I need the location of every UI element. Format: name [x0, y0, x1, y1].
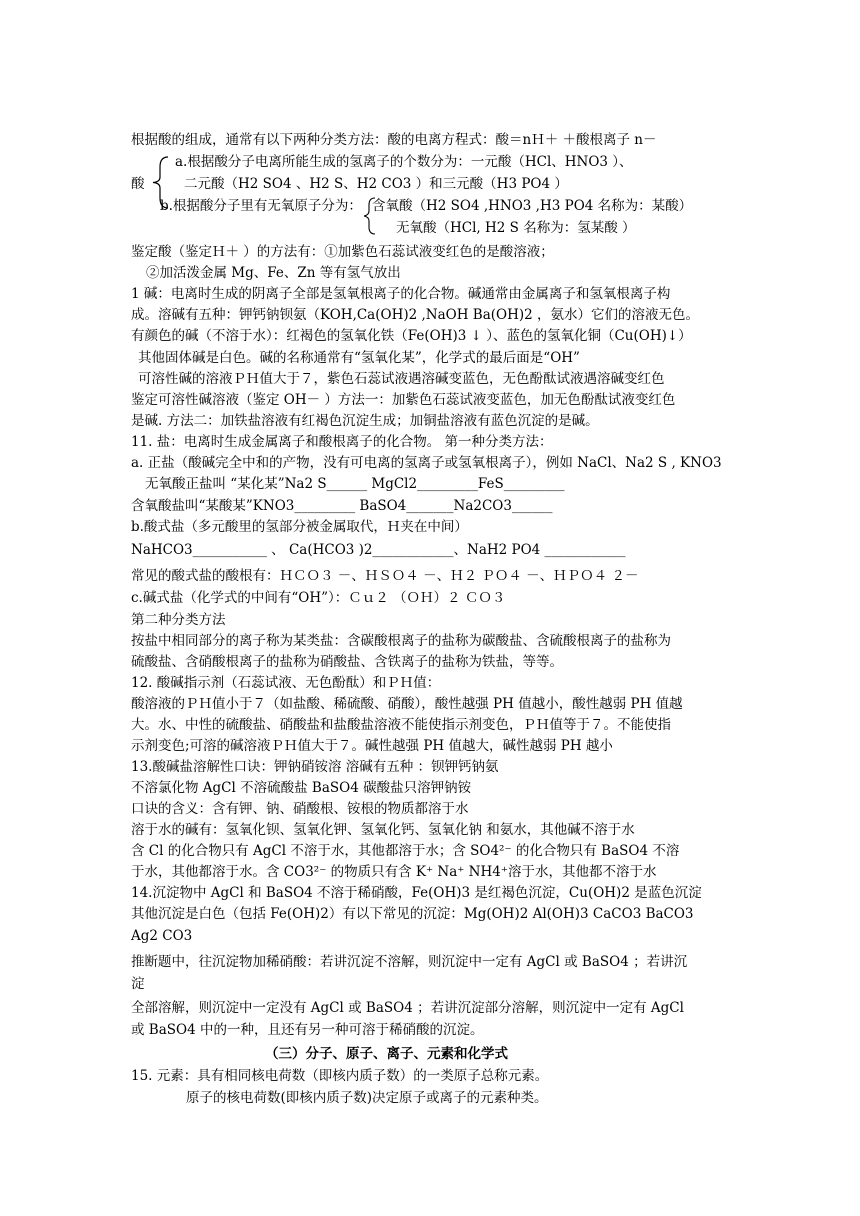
acid-class-a: a.根据酸分子电离所能生成的氢离子的个数分为：一元酸（HCl、HNO3 ）、 — [175, 154, 633, 170]
basic-salt: c.碱式盐（化学式的中间有“OH”）：Ｃｕ２ （ＯＨ）２ ＣＯ３ — [131, 590, 506, 606]
indicator-heading: 12. 酸碱指示剂（石蕊试液、无色酚酞）和ＰＨ值： — [131, 675, 441, 691]
element-determinant: 原子的核电荷数(即核内质子数)决定原子或离子的元素种类。 — [186, 1090, 548, 1106]
non-oxyacid-line: 无氧酸（HCl, H2 S 名称为：氢某酸 ） — [396, 220, 636, 236]
inference-4: 或 BaSO4 中的一种，且还有另一种可溶于稀硝酸的沉淀。 — [131, 1022, 484, 1038]
soluble-bases: 成。溶碱有五种：钾钙钠钡氨（KOH,Ca(OH)2 ,NaOH Ba(OH)2 ，氨水）它们的溶液无色。 — [131, 307, 699, 323]
solubility-rhyme: 13.酸碱盐溶解性口诀：钾钠硝铵溶 溶碱有五种 ：钡钾钙钠氨 — [131, 759, 499, 775]
acid-label: 酸 — [131, 176, 145, 192]
base-naming: 其他固体碱是白色。碱的名称通常有“氢氧化某”，化学式的最后面是“OH” — [138, 350, 580, 366]
base-definition: 1 碱：电离时生成的阴离子全部是氢氧根离子的化合物。碱通常由金属离子和氢氧根离子构 — [131, 286, 671, 302]
precipitate-colors: 14.沉淀物中 AgCl 和 BaSO4 不溶于稀硝酸，Fe(OH)3 是红褐色沉淀，Cu(OH)2 是蓝色沉淀 — [131, 885, 702, 901]
acid-salt-radicals: 常见的酸式盐的酸根有：ＨＣＯ３ －、ＨＳＯ４ －、Ｈ２ ＰＯ４ －、ＨＰＯ４ ２－ — [131, 568, 639, 584]
carbonate-rule: 于水，其他都溶于水。含 CO3²⁻ 的物质只有含 K⁺ Na⁺ NH4⁺溶于水，其他都不溶于水 — [131, 864, 657, 880]
rhyme-meaning: 口诀的含义：含有钾、钠、硝酸根、铵根的物质都溶于水 — [131, 801, 469, 817]
insoluble-rhyme: 不溶氯化物 AgCl 不溶硫酸盐 BaSO4 碳酸盐只溶钾钠铵 — [131, 780, 472, 796]
acid-salt-examples: NaHCO3___________ 、 Ca(HCO3 )2____________、NaH2 PO4 ____________ — [131, 542, 626, 558]
section-heading: （三）分子、原子、离子、元素和化学式 — [265, 1046, 508, 1062]
element-definition: 15. 元素：具有相同核电荷数（即核内质子数）的一类原子总称元素。 — [131, 1068, 549, 1084]
ph-neutral: 大。水、中性的硫酸盐、硝酸盐和盐酸盐溶液不能使指示剂变色，ＰＨ值等于７。不能使指 — [131, 717, 671, 733]
base-test-1: 鉴定可溶性碱溶液（鉴定 OH－ ）方法一：加紫色石蕊试液变蓝色，加无色酚酞试液变红色 — [131, 392, 676, 408]
inference-3: 全部溶解，则沉淀中一定没有 AgCl 或 BaSO4 ；若讲沉淀部分溶解，则沉淀中一定有 AgCl — [131, 1000, 684, 1016]
salt-types-2: 硫酸盐、含硝酸根离子的盐称为硝酸盐、含铁离子的盐称为铁盐，等等。 — [131, 654, 563, 670]
salt-definition: 11. 盐：电离时生成金属离子和酸根离子的化合物。 第一种分类方法： — [131, 434, 553, 450]
white-precipitates: 其他沉淀是白色（包括 Fe(OH)2）有以下常见的沉淀：Mg(OH)2 Al(OH)3 CaCO3 BaCO3 — [131, 906, 694, 922]
oxy-salt: 含氧酸盐叫“某酸某”KNO3_________ BaSO4_______Na2CO3______ — [131, 498, 553, 514]
ph-acid: 酸溶液的ＰＨ值小于７（如盐酸、稀硫酸、硝酸），酸性越强 PH 值越小，酸性越弱 PH 值越 — [131, 696, 683, 712]
oxyacid-line: 含氧酸（H2 SO4 ,HNO3 ,H3 PO4 名称为：某酸） — [372, 198, 693, 214]
acid-salt: b.酸式盐（多元酸里的氢部分被金属取代，Ｈ夹在中间） — [131, 519, 468, 535]
ph-base: 示剂变色;可溶的碱溶液ＰＨ值大于７。碱性越强 PH 值越大，碱性越弱 PH 越小 — [131, 738, 613, 754]
acid-test-1: 鉴定酸（鉴定Ｈ＋ ）的方法有：①加紫色石蕊试液变红色的是酸溶液； — [131, 244, 554, 260]
second-classification: 第二种分类方法 — [131, 612, 226, 628]
silver-carbonate: Ag2 CO3 — [131, 928, 193, 944]
inference-1: 推断题中，往沉淀物加稀硝酸：若讲沉淀不溶解，则沉淀中一定有 AgCl 或 BaSO4 ；若讲沉 — [131, 954, 688, 970]
acid-classification-intro: 根据酸的组成，通常有以下两种分类方法：酸的电离方程式：酸＝nＨ＋ ＋酸根离子 n－ — [131, 132, 657, 148]
colored-bases: 有颜色的碱（不溶于水）：红褐色的氢氧化铁（Fe(OH)3 ↓ ）、蓝色的氢氧化铜（Cu(OH)↓） — [131, 328, 692, 344]
chloride-sulfate-rule: 含 Cl 的化合物只有 AgCl 不溶于水，其他都溶于水；含 SO4²⁻ 的化合物只有 BaSO4 不溶 — [131, 843, 680, 859]
non-oxy-salt: 无氧酸正盐叫 “某化某”Na2 S______ MgCl2_________FeS_________ — [145, 476, 565, 492]
salt-types-1: 按盐中相同部分的离子称为某类盐：含碳酸根离子的盐称为碳酸盐、含硫酸根离子的盐称为 — [131, 633, 671, 649]
acid-class-dibasic: 二元酸（H2 SO4 、H2 S、H2 CO3 ）和三元酸（H3 PO4 ） — [184, 176, 568, 192]
base-ph: 可溶性碱的溶液ＰＨ值大于７，紫色石蕊试液遇溶碱变蓝色，无色酚酞试液遇溶碱变红色 — [138, 371, 665, 387]
inference-2: 淀 — [131, 976, 145, 992]
normal-salt: a. 正盐（酸碱完全中和的产物，没有可电离的氢离子或氢氧根离子），例如 NaCl、Na2 S , KNO3 — [131, 455, 722, 471]
acid-class-b: b.根据酸分子里有无氧原子分为： — [160, 198, 362, 214]
soluble-base-list: 溶于水的碱有：氢氧化钡、氢氧化钾、氢氧化钙、氢氧化钠 和氨水，其他碱不溶于水 — [131, 822, 635, 838]
base-test-2: 是碱. 方法二：加铁盐溶液有红褐色沉淀生成；加铜盐溶液有蓝色沉淀的是碱。 — [131, 413, 599, 429]
acid-test-2: ②加活泼金属 Mg、Fe、Zn 等有氢气放出 — [146, 265, 401, 281]
